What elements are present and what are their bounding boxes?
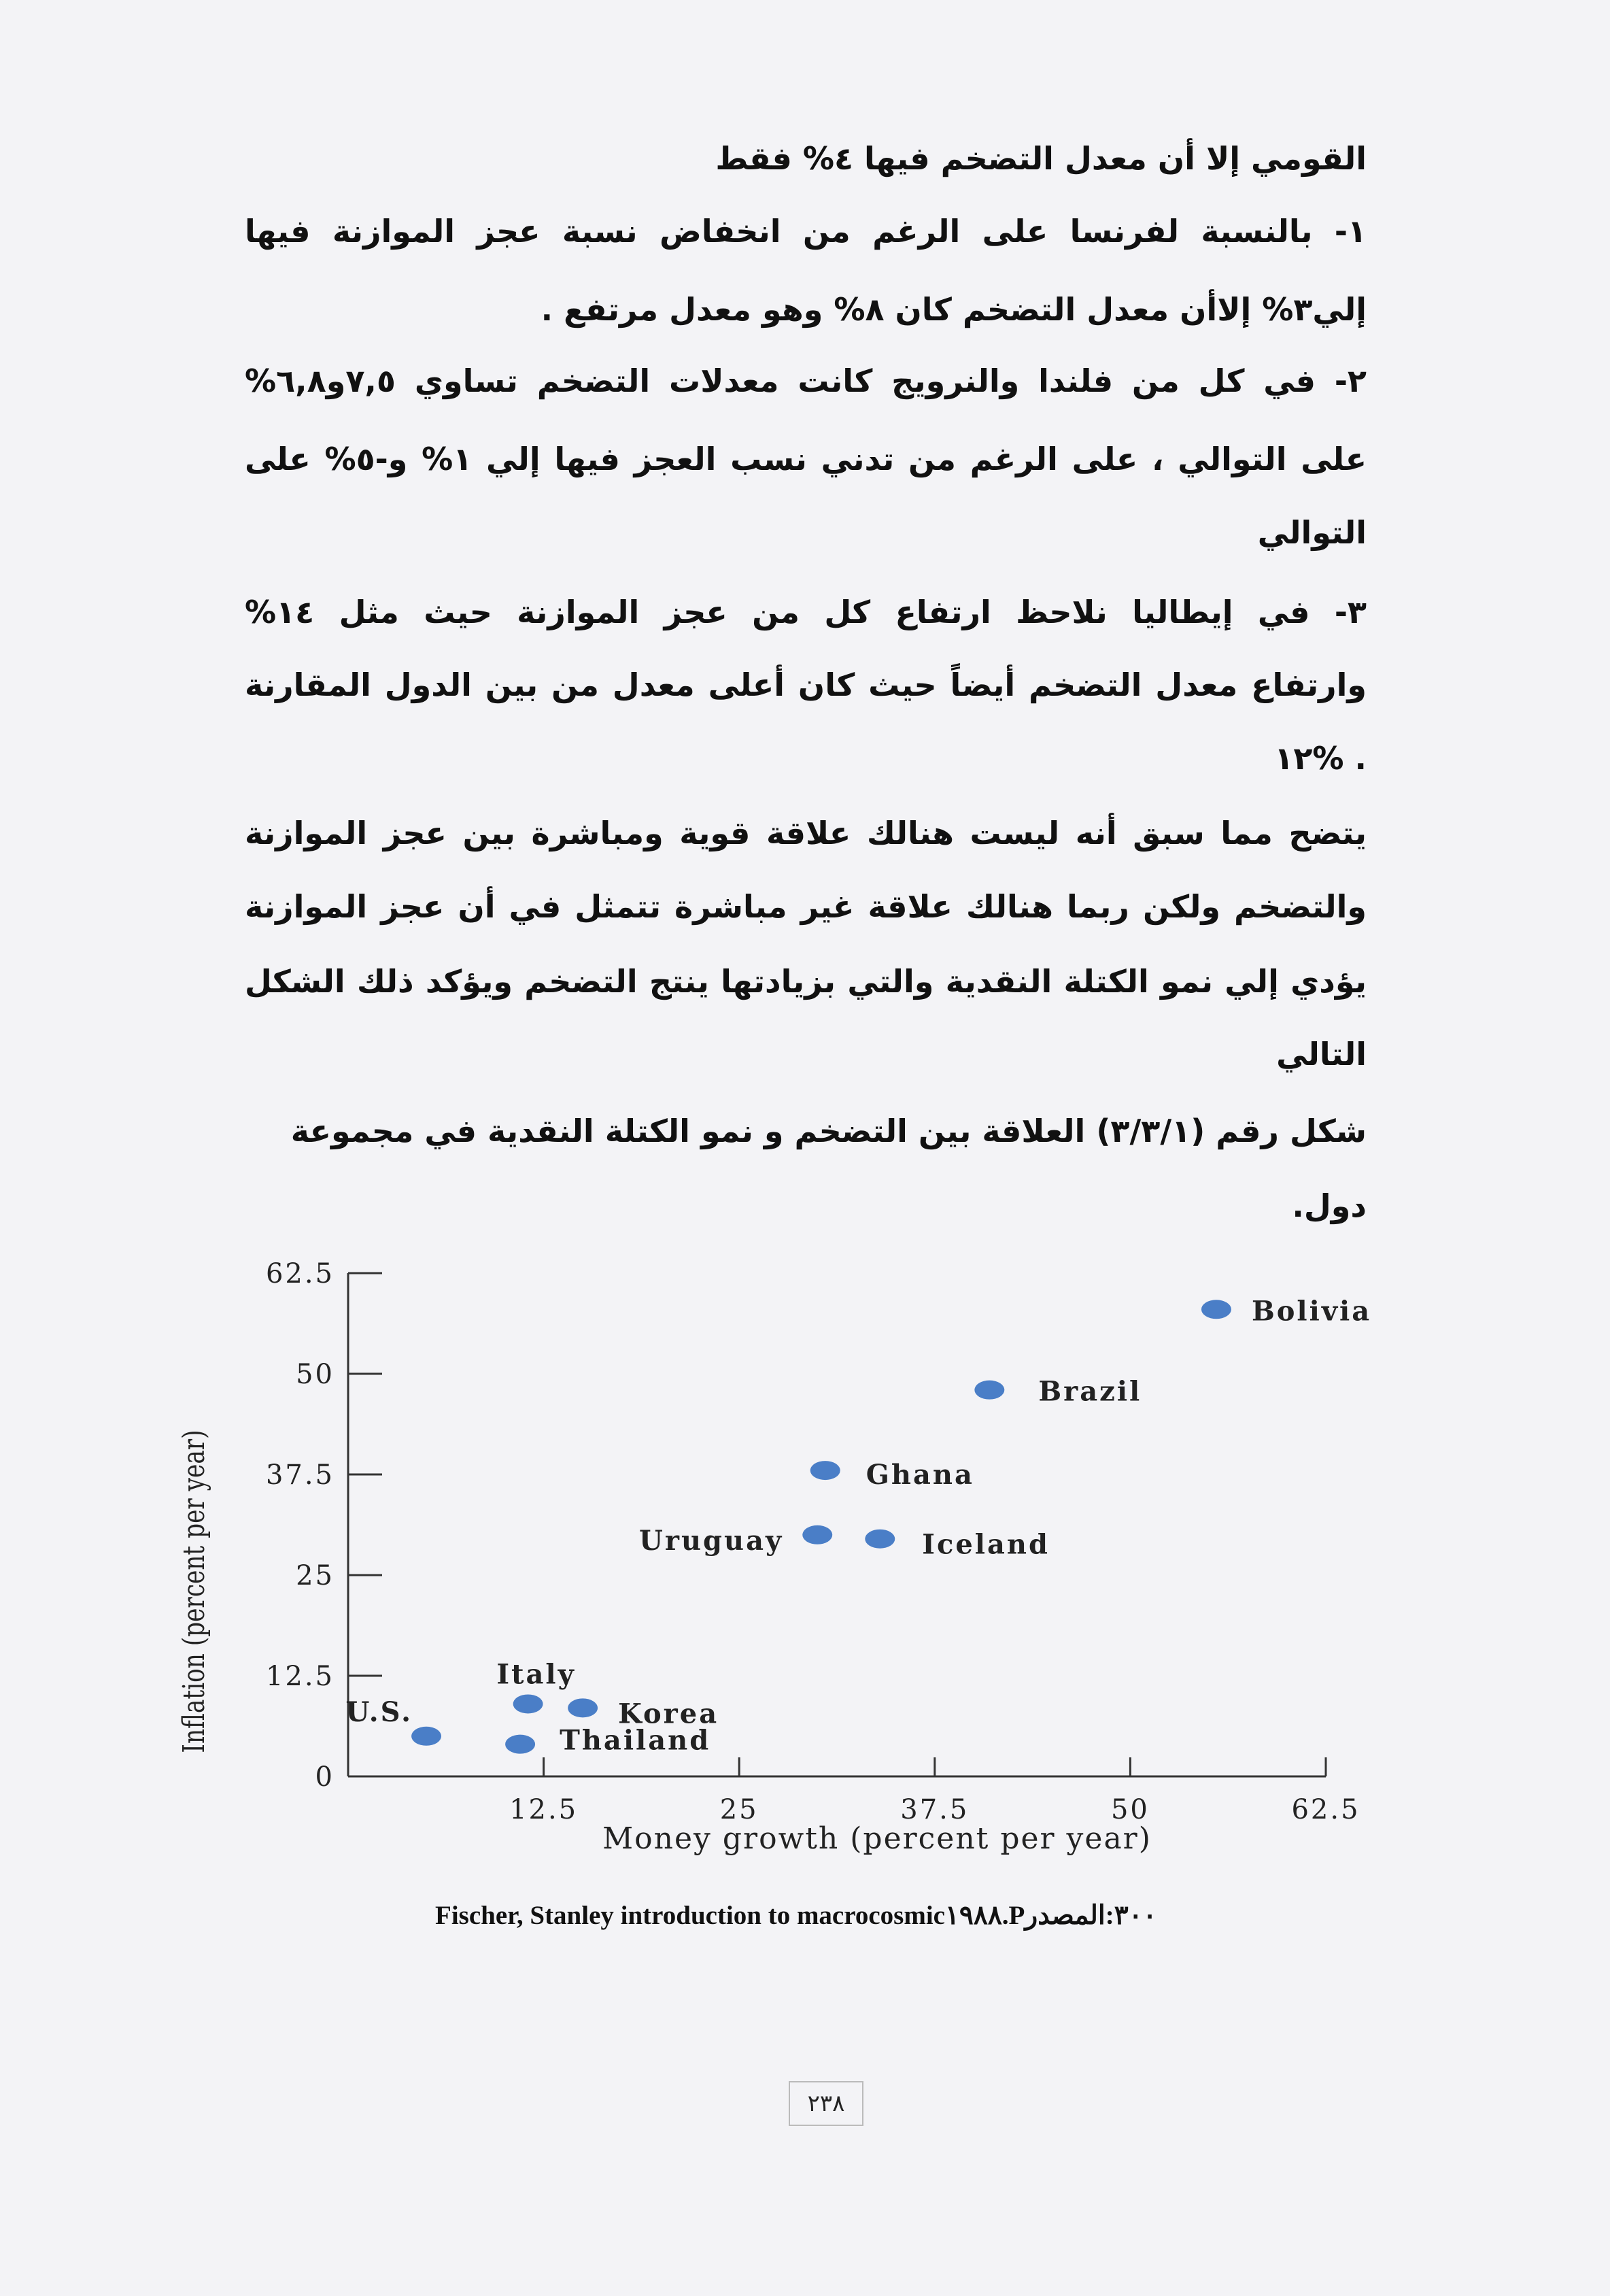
paragraph-line: يتضح مما سبق أنه ليست هنالك علاقة قوية ومباشرة بين عجز الموازنة [245, 815, 1367, 851]
data-point [411, 1727, 441, 1746]
y-tick-label: 62.5 [265, 1258, 335, 1289]
data-label: Thailand [560, 1724, 711, 1757]
x-axis-label: Money growth (percent per year) [602, 1821, 1152, 1856]
paragraph-line: ١- بالنسبة لفرنسا على الرغم من انخفاض نسبة عجز الموازنة فيها [245, 213, 1367, 250]
paragraph-line: ٢- في كل من فلندا والنرويج كانت معدلات التضخم تساوي ٧,٥و٦,٨% [245, 362, 1367, 399]
y-axis-label: Inflation (percent per year) [176, 1430, 212, 1753]
data-label: Uruguay [638, 1524, 784, 1557]
chart-marks [346, 1295, 1372, 1756]
paragraph-line: القومي إلا أن معدل التضخم فيها ٤% فقط [715, 140, 1367, 177]
data-point [974, 1381, 1004, 1400]
data-label: Brazil [1038, 1375, 1142, 1408]
data-label: Korea [618, 1698, 719, 1730]
paragraph-line: التوالي [1257, 514, 1367, 551]
y-tick-label: 25 [296, 1560, 335, 1591]
data-point [505, 1735, 535, 1754]
data-label: Bolivia [1251, 1295, 1372, 1328]
x-tick-label: 37.5 [900, 1794, 970, 1825]
y-tick-label: 12.5 [265, 1661, 335, 1692]
scatter-chart [0, 1245, 1610, 1891]
figure-caption: شكل رقم (٣/٣/١) العلاقة بين التضخم و نمو الكتلة النقدية في مجموعة [290, 1113, 1367, 1149]
data-point [568, 1698, 598, 1717]
data-label: Italy [496, 1658, 576, 1691]
x-tick-label: 25 [719, 1794, 759, 1825]
y-tick-label: 37.5 [265, 1459, 335, 1491]
y-tick-label: 0 [315, 1761, 335, 1793]
data-label: Iceland [922, 1528, 1050, 1561]
data-point [865, 1530, 895, 1549]
y-tick-label: 50 [296, 1359, 335, 1390]
paragraph-line: التالي [1276, 1036, 1367, 1073]
paragraph-line: يؤدي إلي نمو الكتلة النقدية والتي بزيادتها ينتج التضخم ويؤكد ذلك الشكل [245, 963, 1367, 1000]
paragraph-line: على التوالي ، على الرغم من تدني نسب العجز فيها إلي ١% و-٥% على [245, 441, 1367, 477]
x-tick-label: 50 [1110, 1794, 1150, 1825]
data-label: U.S. [345, 1695, 413, 1728]
data-point [810, 1461, 840, 1480]
figure-caption-cont: دول. [1292, 1187, 1367, 1224]
paragraph-line: إلي٣% إلاأن معدل التضخم كان ٨% وهو معدل مرتفع . [541, 291, 1367, 328]
data-point [1201, 1300, 1231, 1319]
data-point [802, 1525, 832, 1544]
x-tick-label: 12.5 [509, 1794, 579, 1825]
source-note: Fischer, Stanley introduction to macrocosmic١٩٨٨.P٣٠٠:المصدر [435, 1901, 1157, 1930]
paragraph-line: ٣- في إيطاليا نلاحظ ارتفاع كل من عجز الموازنة حيث مثل ١٤% [245, 594, 1367, 630]
data-label: Ghana [866, 1459, 974, 1491]
data-point [513, 1694, 543, 1713]
page-number: ٢٣٨ [789, 2081, 863, 2126]
paragraph-line: ١٢% . [1274, 740, 1367, 777]
x-tick-label: 62.5 [1291, 1794, 1360, 1825]
paragraph-line: وارتفاع معدل التضخم أيضاً حيث كان أعلى معدل من بين الدول المقارنة [245, 666, 1367, 703]
paragraph-line: والتضخم ولكن ربما هنالك علاقة غير مباشرة تتمثل في أن عجز الموازنة [245, 888, 1367, 925]
